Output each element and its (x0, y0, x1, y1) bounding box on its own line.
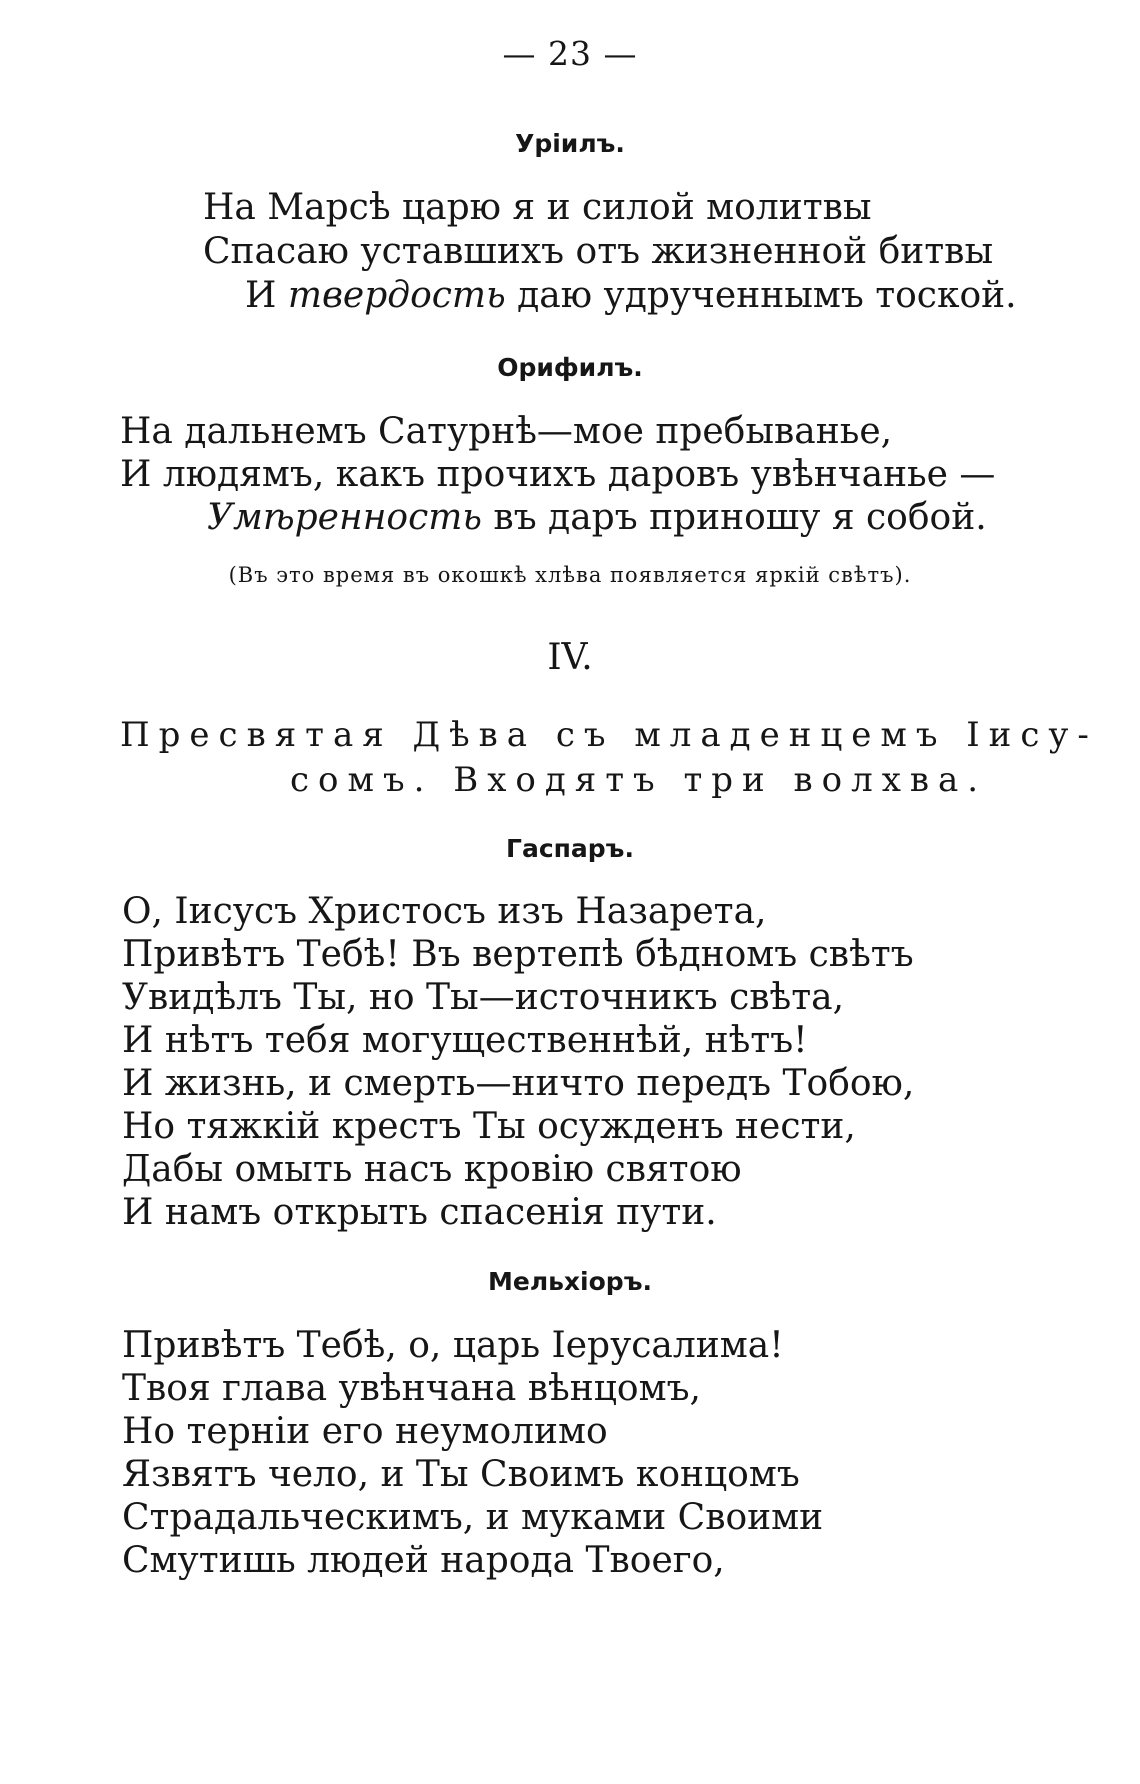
verse-line: Дабы омыть насъ кровію святою (122, 1149, 742, 1190)
verse-line: Спасаю уставшихъ отъ жизненной битвы (203, 231, 994, 272)
speaker-uriel: Уріилъ. (515, 129, 625, 158)
verse-line: И жизнь, и смерть—ничто передъ Тобою, (122, 1063, 915, 1104)
verse-line: На Марсѣ царю я и силой молитвы (203, 187, 872, 228)
verse-text: въ даръ приношу я собой. (481, 497, 987, 538)
verse-italic-word: твердость (287, 275, 506, 316)
verse-line (245, 274, 1017, 318)
verse-line: Твоя глава увѣнчана вѣнцомъ, (122, 1368, 701, 1409)
page-number: — 23 — (502, 34, 638, 73)
verse-text: И (245, 275, 288, 316)
verse-line: Страдальческимъ, и муками Своими (122, 1497, 824, 1538)
act-number: IV. (547, 637, 593, 678)
verse-line: Привѣтъ Тебѣ, о, царь Іерусалима! (122, 1325, 784, 1366)
speaker-melchior: Мельхіоръ. (487, 1267, 652, 1296)
verse-line: И людямъ, какъ прочихъ даровъ увѣнчанье — (120, 454, 996, 495)
scene-heading-line: Пресвятая Дѣва съ младенцемъ Іису- (120, 715, 1098, 755)
scene-heading-line: сомъ. Входятъ три волхва. (290, 760, 988, 800)
verse-text: даю удрученнымъ тоской. (505, 275, 1017, 316)
verse-italic-word: Умѣренность (207, 497, 482, 538)
stage-direction: (Въ это время въ окошкѣ хлѣва появляется яркій свѣтъ). (228, 563, 912, 587)
verse-line: На дальнемъ Сатурнѣ—мое пребыванье, (120, 411, 893, 452)
verse-line: Увидѣлъ Ты, но Ты—источникъ свѣта, (122, 977, 845, 1018)
verse-line: О, Іисусъ Христосъ изъ Назарета, (122, 891, 767, 932)
speaker-orifiel: Орифилъ. (497, 353, 643, 382)
verse-line (207, 496, 987, 540)
verse-line: Смутишь людей народа Твоего, (122, 1540, 725, 1581)
verse-line: И намъ открыть спасенія пути. (122, 1192, 717, 1233)
verse-line: Но терніи его неумолимо (122, 1411, 608, 1452)
verse-line: Но тяжкій крестъ Ты осужденъ нести, (122, 1106, 856, 1147)
speaker-gaspar: Гаспаръ. (506, 834, 634, 863)
verse-line: Привѣтъ Тебѣ! Въ вертепѣ бѣдномъ свѣтъ (122, 934, 914, 975)
verse-line: Язвятъ чело, и Ты Своимъ концомъ (122, 1454, 800, 1495)
verse-line: И нѣтъ тебя могущественнѣй, нѣтъ! (122, 1020, 808, 1061)
